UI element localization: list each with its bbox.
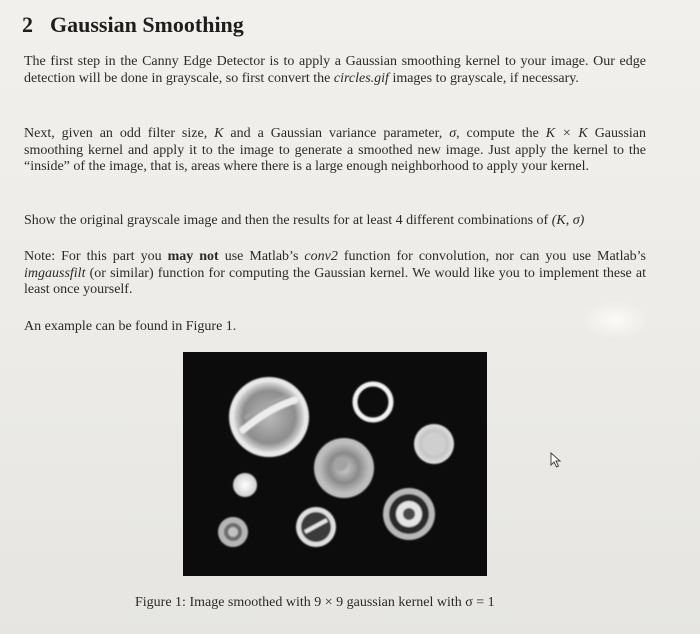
paragraph-kernel	[24, 126, 646, 176]
section-number: 2	[22, 12, 33, 37]
small-dot	[233, 473, 257, 497]
p4-text-a: Note: For this part you	[24, 249, 168, 264]
large-coin	[229, 377, 309, 457]
p1-text-a: The first step in the Canny Edge Detector is to apply a Gaussian smoothing kernel to your image. Our edge detection will be done in grayscale, so first convert the	[24, 54, 646, 86]
p3-text-a: Show the original grayscale image and then the results for at least 4 different combinations of	[24, 213, 552, 228]
paragraph-note	[24, 249, 646, 299]
cursor-arrow-icon	[549, 452, 565, 468]
filename-circles: circles.gif	[333, 70, 389, 86]
conv2-function: conv2	[304, 249, 338, 264]
section-title: Gaussian Smoothing	[50, 12, 244, 37]
imgaussfilt-function: imgaussfilt	[24, 265, 86, 281]
p2-text-c: , compute the	[456, 126, 546, 141]
middle-coin	[314, 438, 374, 498]
smoothed-coins-image	[183, 352, 487, 576]
paragraph-example	[24, 319, 646, 336]
small-coin-bottom-left	[218, 517, 248, 547]
p5-text-a: An example can be found in Figure 1.	[24, 319, 237, 334]
p2-text-a: Next, given an odd filter size,	[24, 126, 215, 141]
paragraph-intro	[24, 54, 646, 87]
figure-caption: Figure 1: Image smoothed with 9 × 9 gaussian kernel with σ = 1	[135, 595, 495, 610]
figure-image	[183, 352, 487, 576]
p4-text-c: function for convolution, nor can you use Matlab’s	[337, 249, 647, 264]
math-sigma: σ	[449, 126, 457, 141]
math-K: K	[214, 126, 224, 141]
p4-text-b: use Matlab’s	[218, 249, 305, 264]
small-coin-bottom-right	[383, 488, 435, 540]
small-coin-right	[414, 424, 454, 464]
small-coin-bottom-middle	[296, 507, 336, 547]
p1-text-b: images to grayscale, if necessary.	[388, 70, 579, 86]
math-KxK: K × K	[545, 126, 588, 141]
p2-text-b: and a Gaussian variance parameter,	[223, 126, 450, 141]
may-not-bold: may not	[167, 249, 219, 264]
math-K-sigma-pair: (K, σ)	[551, 213, 585, 228]
p2-text-d: Gaussian smoothing kernel and apply it to the image to generate a smoothed new image. Just apply the kernel to the “inside” of the image, that is, areas where there is a large enough neighborhood to apply your kernel.	[24, 126, 647, 174]
paragraph-show	[24, 213, 646, 230]
section-heading	[22, 12, 244, 38]
p4-text-d: (or similar) function for computing the Gaussian kernel. We would like you to implement these at least once yourself.	[24, 265, 646, 297]
